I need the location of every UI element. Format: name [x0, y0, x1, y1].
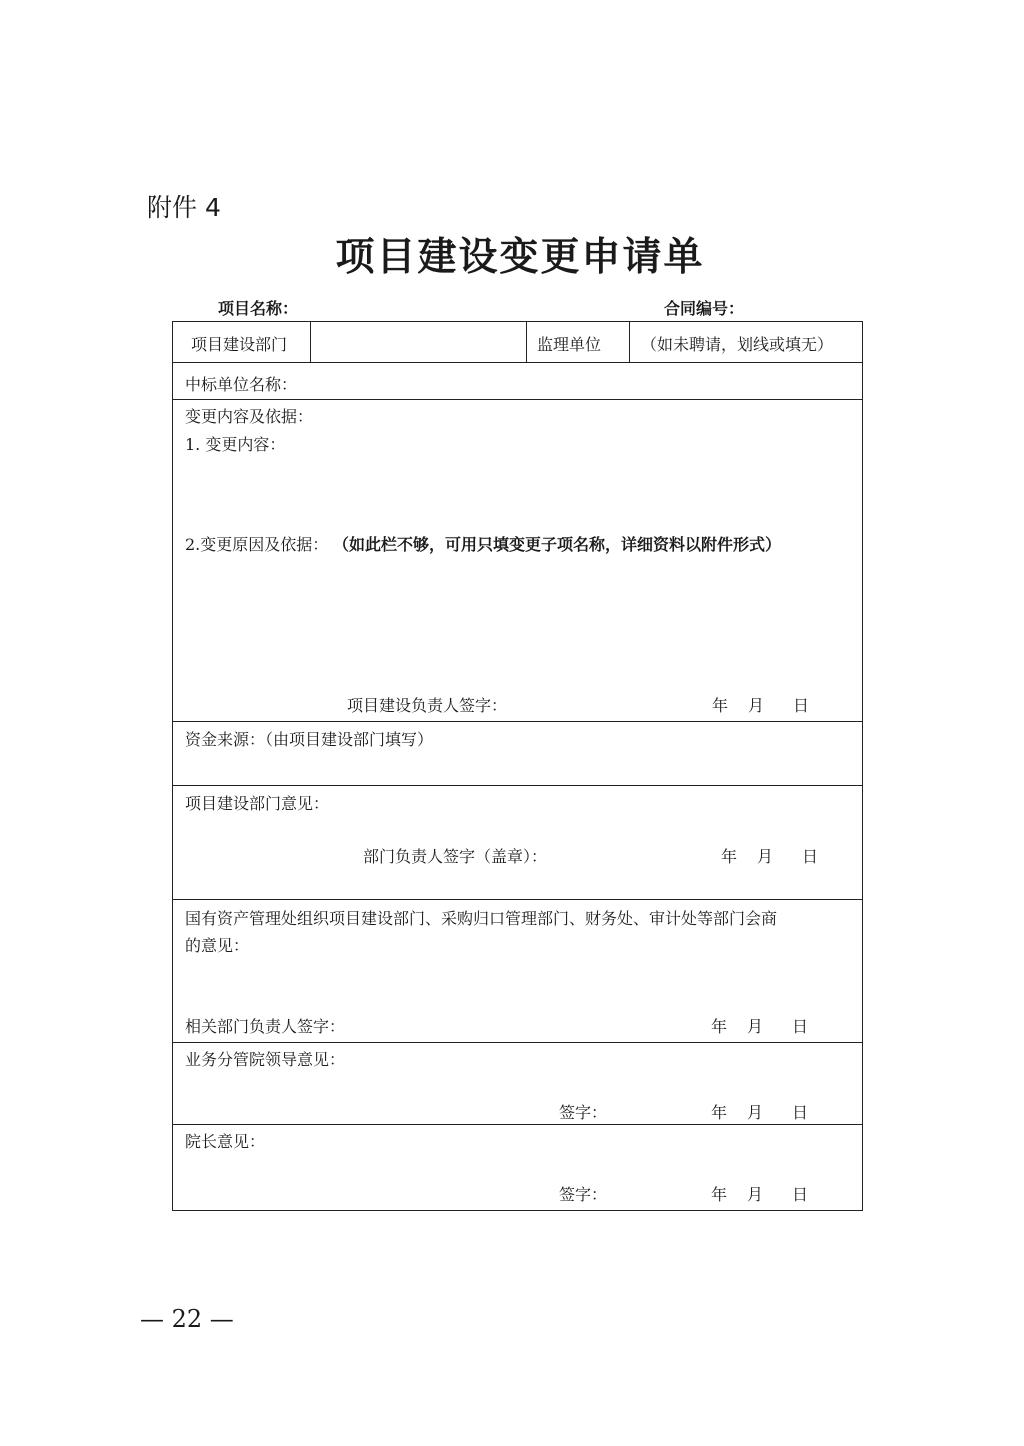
joint-opinion-line1: 国有资产管理处组织项目建设部门、采购归口管理部门、财务处、审计处等部门会商: [185, 909, 778, 928]
project-name-label: 项目名称：: [218, 299, 299, 318]
change-content-label: 1. 变更内容：: [185, 435, 286, 454]
date-month: 月: [747, 1017, 764, 1036]
date-month: 月: [757, 847, 774, 866]
leader-opinion-label: 业务分管院领导意见：: [185, 1050, 346, 1069]
dept-opinion-label: 项目建设部门意见：: [185, 794, 330, 813]
date-year: 年: [711, 1017, 728, 1036]
date-day: 日: [792, 1103, 809, 1122]
date-year: 年: [711, 1103, 728, 1122]
contract-no-label: 合同编号：: [664, 299, 745, 318]
attachment-label: 附件 4: [147, 193, 221, 222]
form-title: 项目建设变更申请单: [335, 234, 705, 280]
funding-label: 资金来源：（由项目建设部门填写）: [185, 730, 434, 749]
date-day: 日: [792, 1017, 809, 1036]
date-month: 月: [747, 1185, 764, 1204]
date-day: 日: [802, 847, 819, 866]
change-reason-label: 2.变更原因及依据：: [185, 535, 329, 554]
supervisor-note: （如未聘请，划线或填无）: [641, 335, 834, 354]
change-sign-label: 项目建设负责人签字：: [347, 696, 508, 715]
row-divider: [173, 785, 862, 786]
dept-label: 项目建设部门: [191, 335, 288, 354]
date-day: 日: [793, 696, 810, 715]
date-year: 年: [721, 847, 738, 866]
row-divider: [173, 1124, 862, 1125]
leader-opinion-sign-label: 签字：: [559, 1103, 608, 1122]
date-month: 月: [747, 1103, 764, 1122]
joint-opinion-sign-label: 相关部门负责人签字：: [185, 1017, 346, 1036]
bidder-label: 中标单位名称：: [185, 375, 298, 394]
joint-opinion-line2: 的意见：: [185, 936, 250, 955]
supervisor-label: 监理单位: [537, 335, 602, 354]
dept-opinion-sign-label: 部门负责人签字（盖章）：: [363, 847, 548, 866]
change-request-form: [172, 321, 863, 1211]
date-year: 年: [711, 1185, 728, 1204]
row-divider: [173, 362, 862, 363]
row1-divider-2: [526, 322, 527, 362]
row1-divider-3: [629, 322, 630, 362]
date-day: 日: [792, 1185, 809, 1204]
change-heading: 变更内容及依据：: [185, 407, 314, 426]
row-divider: [173, 899, 862, 900]
dept-value-field[interactable]: [329, 326, 519, 358]
page-number: — 22 —: [140, 1305, 234, 1333]
date-year: 年: [712, 696, 729, 715]
row-divider: [173, 721, 862, 722]
president-opinion-label: 院长意见：: [185, 1132, 266, 1151]
change-reason-note: （如此栏不够，可用只填变更子项名称，详细资料以附件形式）: [333, 535, 782, 554]
president-opinion-sign-label: 签字：: [559, 1185, 608, 1204]
row-divider: [173, 399, 862, 400]
row-divider: [173, 1042, 862, 1043]
row1-divider-1: [310, 322, 311, 362]
date-month: 月: [748, 696, 765, 715]
